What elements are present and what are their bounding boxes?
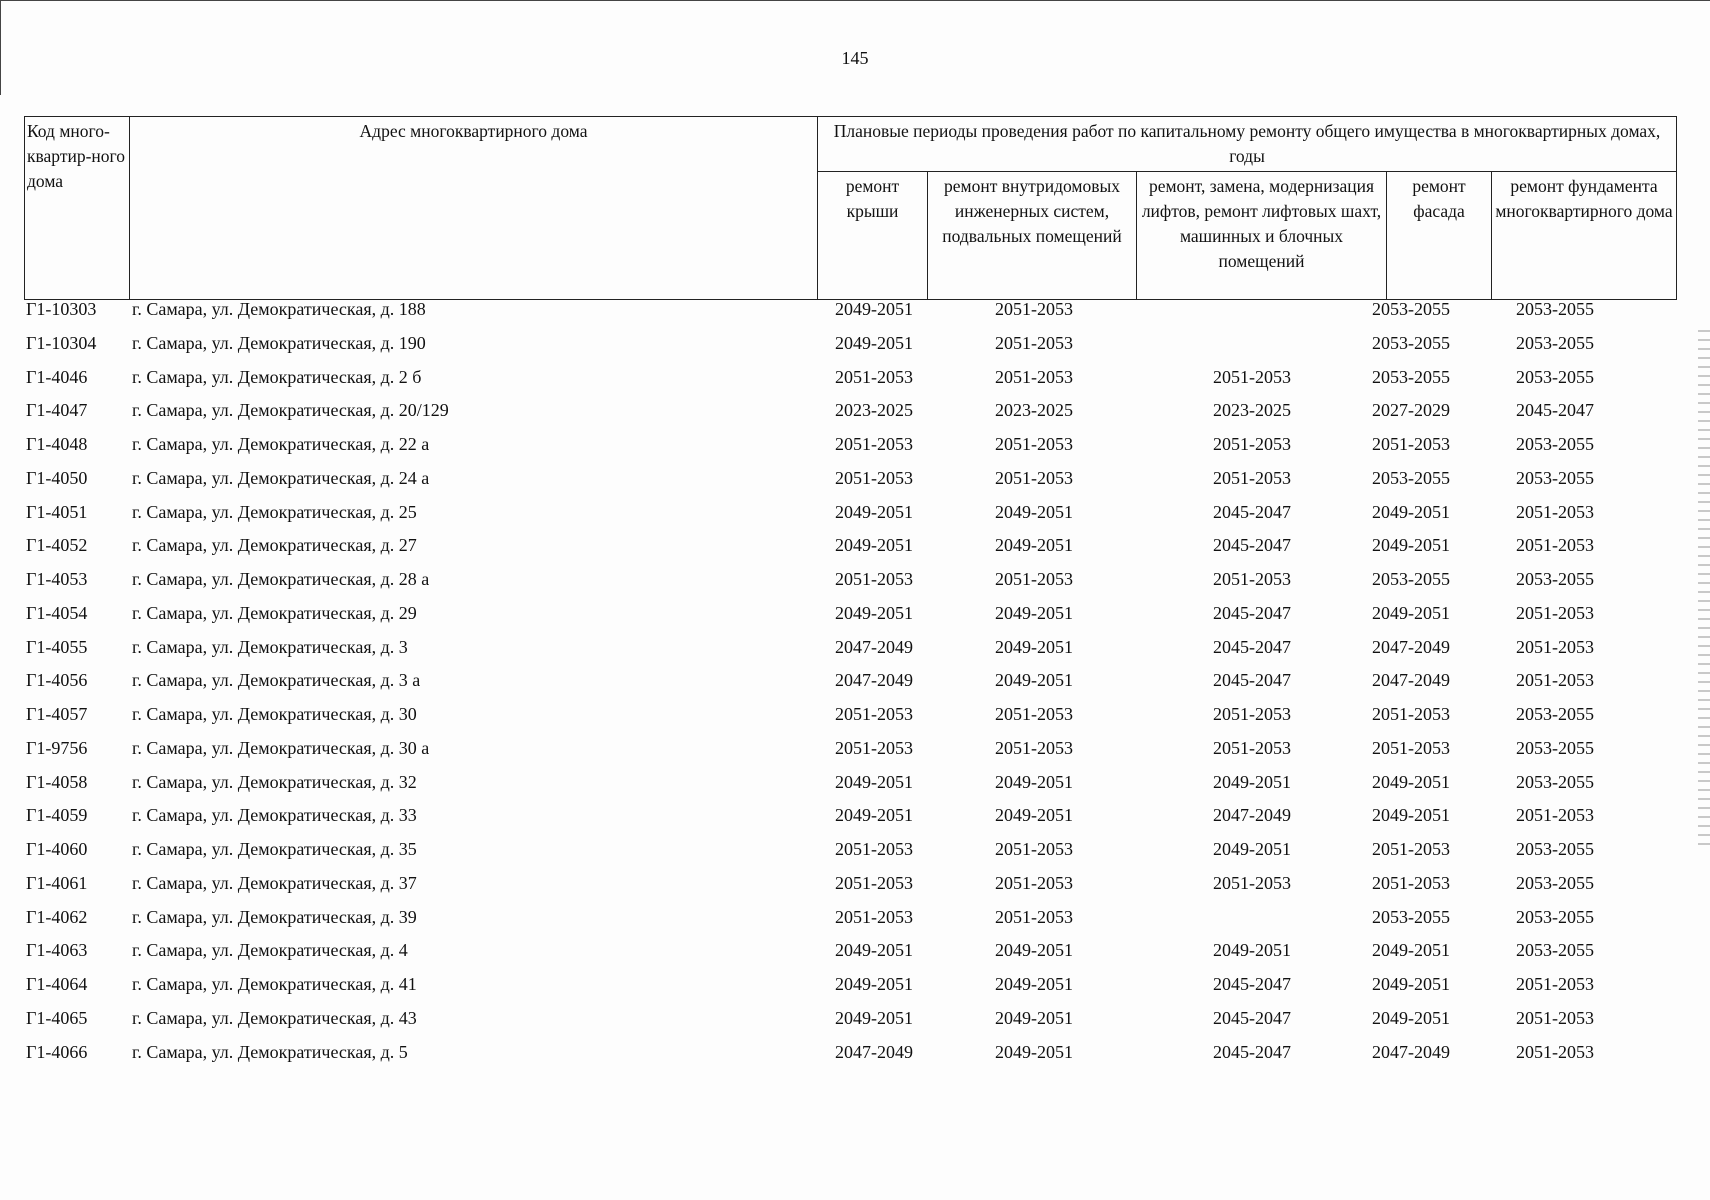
table-body: [24, 299, 1676, 1075]
table-row: [24, 940, 1676, 974]
cell-code: Г1-10304: [26, 332, 97, 353]
cell-foundation: 2051-2053: [1516, 974, 1594, 994]
cell-systems: 2051-2053: [995, 872, 1073, 893]
cell-systems: 2051-2053: [995, 366, 1073, 387]
cell-foundation: 2053-2055: [1516, 872, 1594, 893]
cell-lifts: 2051-2053: [1213, 569, 1291, 589]
cell-address: г. Самара, ул. Демократическая, д. 5: [132, 1041, 408, 1062]
cell-roof: 2049-2051: [835, 1007, 913, 1028]
cell-systems: 2023-2025: [995, 400, 1073, 421]
cell-facade: 2053-2055: [1372, 569, 1450, 589]
table-row: [24, 367, 1676, 401]
cell-foundation: 2053-2055: [1516, 569, 1594, 589]
cell-address: г. Самара, ул. Демократическая, д. 35: [132, 839, 417, 859]
header-facade: ремонт фасада: [1387, 172, 1492, 300]
cell-systems: 2051-2053: [995, 434, 1073, 454]
table-header: [24, 116, 1677, 300]
cell-lifts: 2045-2047: [1213, 602, 1291, 623]
cell-address: г. Самара, ул. Демократическая, д. 3 а: [132, 670, 421, 691]
cell-code: Г1-4048: [26, 434, 88, 454]
cell-lifts: 2023-2025: [1213, 400, 1291, 421]
cell-foundation: 2051-2053: [1516, 602, 1594, 623]
table-row: [24, 603, 1676, 637]
cell-foundation: 2051-2053: [1516, 1041, 1594, 1062]
cell-systems: 2051-2053: [995, 839, 1073, 859]
cell-facade: 2053-2055: [1372, 332, 1450, 353]
cell-code: Г1-4062: [26, 906, 88, 927]
cell-facade: 2049-2051: [1372, 805, 1450, 826]
cell-facade: 2051-2053: [1372, 737, 1450, 758]
cell-roof: 2049-2051: [835, 602, 913, 623]
cell-facade: 2051-2053: [1372, 434, 1450, 454]
cell-lifts: 2047-2049: [1213, 805, 1291, 826]
cell-lifts: 2051-2053: [1213, 872, 1291, 893]
cell-code: Г1-4053: [26, 569, 88, 589]
cell-address: г. Самара, ул. Демократическая, д. 4: [132, 940, 408, 961]
table-row: [24, 502, 1676, 536]
cell-systems: 2049-2051: [995, 940, 1073, 961]
cell-facade: 2027-2029: [1372, 400, 1450, 421]
cell-lifts: 2049-2051: [1213, 940, 1291, 961]
cell-facade: 2049-2051: [1372, 501, 1450, 522]
header-roof: ремонт крыши: [818, 172, 928, 300]
cell-facade: 2053-2055: [1372, 467, 1450, 488]
cell-systems: 2049-2051: [995, 636, 1073, 657]
cell-lifts: 2045-2047: [1213, 670, 1291, 691]
table-row: [24, 333, 1676, 367]
cell-foundation: 2053-2055: [1516, 467, 1594, 488]
cell-facade: 2049-2051: [1372, 771, 1450, 792]
cell-foundation: 2051-2053: [1516, 535, 1594, 556]
table-row: [24, 299, 1676, 333]
table-row: [24, 805, 1676, 839]
cell-systems: 2049-2051: [995, 535, 1073, 556]
cell-lifts: 2045-2047: [1213, 535, 1291, 556]
cell-code: Г1-4059: [26, 805, 88, 826]
cell-code: Г1-4066: [26, 1041, 88, 1062]
header-code: Код много-квартир-ного дома: [25, 117, 130, 300]
cell-systems: 2049-2051: [995, 1041, 1073, 1062]
cell-code: Г1-4058: [26, 771, 88, 792]
cell-lifts: 2045-2047: [1213, 1041, 1291, 1062]
cell-systems: 2049-2051: [995, 771, 1073, 792]
cell-code: Г1-4061: [26, 872, 88, 893]
table-row: [24, 907, 1676, 941]
cell-lifts: 2051-2053: [1213, 467, 1291, 488]
cell-facade: 2053-2055: [1372, 299, 1450, 319]
cell-facade: 2051-2053: [1372, 704, 1450, 724]
cell-foundation: 2051-2053: [1516, 501, 1594, 522]
cell-foundation: 2053-2055: [1516, 366, 1594, 387]
cell-address: г. Самара, ул. Демократическая, д. 28 а: [132, 569, 430, 589]
cell-systems: 2051-2053: [995, 704, 1073, 724]
cell-roof: 2049-2051: [835, 974, 913, 994]
cell-foundation: 2053-2055: [1516, 771, 1594, 792]
cell-systems: 2049-2051: [995, 501, 1073, 522]
header-lifts: ремонт, замена, модернизация лифтов, ремонт лифтовых шахт, машинных и блочных помещений: [1137, 172, 1387, 300]
page-number: 145: [841, 48, 869, 68]
cell-systems: 2051-2053: [995, 906, 1073, 927]
cell-address: г. Самара, ул. Демократическая, д. 25: [132, 501, 417, 522]
table-row: [24, 772, 1676, 806]
cell-foundation: 2053-2055: [1516, 434, 1594, 454]
cell-systems: 2049-2051: [995, 670, 1073, 691]
cell-address: г. Самара, ул. Демократическая, д. 2 б: [132, 366, 422, 387]
cell-systems: 2049-2051: [995, 974, 1073, 994]
cell-address: г. Самара, ул. Демократическая, д. 43: [132, 1007, 417, 1028]
table-row: [24, 1008, 1676, 1042]
cell-roof: 2049-2051: [835, 535, 913, 556]
table-row: [24, 738, 1676, 772]
cell-code: Г1-4055: [26, 636, 88, 657]
table-row: [24, 1042, 1676, 1076]
cell-roof: 2049-2051: [835, 501, 913, 522]
scan-edge-noise: [1698, 330, 1710, 850]
cell-address: г. Самара, ул. Демократическая, д. 29: [132, 602, 417, 623]
cell-facade: 2047-2049: [1372, 636, 1450, 657]
cell-roof: 2049-2051: [835, 805, 913, 826]
cell-address: г. Самара, ул. Демократическая, д. 41: [132, 974, 417, 994]
table-row: [24, 434, 1676, 468]
cell-roof: 2049-2051: [835, 940, 913, 961]
cell-roof: 2051-2053: [835, 569, 913, 589]
cell-facade: 2051-2053: [1372, 839, 1450, 859]
cell-address: г. Самара, ул. Демократическая, д. 188: [132, 299, 426, 319]
cell-lifts: 2051-2053: [1213, 704, 1291, 724]
cell-foundation: 2053-2055: [1516, 332, 1594, 353]
cell-facade: 2049-2051: [1372, 602, 1450, 623]
cell-facade: 2047-2049: [1372, 670, 1450, 691]
cell-code: Г1-4047: [26, 400, 88, 421]
cell-code: Г1-4060: [26, 839, 88, 859]
cell-facade: 2047-2049: [1372, 1041, 1450, 1062]
cell-roof: 2051-2053: [835, 434, 913, 454]
cell-foundation: 2051-2053: [1516, 636, 1594, 657]
header-foundation: ремонт фундамента многоквартирного дома: [1492, 172, 1677, 300]
cell-address: г. Самара, ул. Демократическая, д. 20/129: [132, 400, 449, 421]
cell-address: г. Самара, ул. Демократическая, д. 3: [132, 636, 408, 657]
cell-systems: 2051-2053: [995, 569, 1073, 589]
cell-lifts: 2045-2047: [1213, 636, 1291, 657]
cell-lifts: 2051-2053: [1213, 737, 1291, 758]
cell-address: г. Самара, ул. Демократическая, д. 33: [132, 805, 417, 826]
table-row: [24, 974, 1676, 1008]
cell-code: Г1-9756: [26, 737, 88, 758]
cell-address: г. Самара, ул. Демократическая, д. 22 а: [132, 434, 430, 454]
header-address: Адрес многоквартирного дома: [130, 117, 818, 300]
cell-foundation: 2053-2055: [1516, 940, 1594, 961]
cell-code: Г1-4052: [26, 535, 88, 556]
cell-lifts: 2051-2053: [1213, 366, 1291, 387]
table-row: [24, 535, 1676, 569]
cell-lifts: 2045-2047: [1213, 974, 1291, 994]
cell-lifts: 2049-2051: [1213, 839, 1291, 859]
cell-code: Г1-4063: [26, 940, 88, 961]
cell-systems: 2049-2051: [995, 602, 1073, 623]
cell-roof: 2023-2025: [835, 400, 913, 421]
cell-systems: 2049-2051: [995, 805, 1073, 826]
cell-facade: 2049-2051: [1372, 974, 1450, 994]
cell-code: Г1-4064: [26, 974, 88, 994]
cell-address: г. Самара, ул. Демократическая, д. 27: [132, 535, 417, 556]
cell-code: Г1-4046: [26, 366, 88, 387]
cell-address: г. Самара, ул. Демократическая, д. 24 а: [132, 467, 430, 488]
table-row: [24, 839, 1676, 873]
cell-address: г. Самара, ул. Демократическая, д. 32: [132, 771, 417, 792]
cell-roof: 2047-2049: [835, 636, 913, 657]
cell-facade: 2053-2055: [1372, 906, 1450, 927]
cell-roof: 2051-2053: [835, 839, 913, 859]
cell-systems: 2051-2053: [995, 737, 1073, 758]
table-row: [24, 873, 1676, 907]
table-row: [24, 637, 1676, 671]
cell-code: Г1-4056: [26, 670, 88, 691]
cell-lifts: 2045-2047: [1213, 1007, 1291, 1028]
cell-systems: 2051-2053: [995, 467, 1073, 488]
cell-foundation: 2053-2055: [1516, 906, 1594, 927]
cell-address: г. Самара, ул. Демократическая, д. 39: [132, 906, 417, 927]
cell-roof: 2049-2051: [835, 332, 913, 353]
table-row: [24, 670, 1676, 704]
header-systems: ремонт внутридомовых инженерных систем, подвальных помещений: [928, 172, 1137, 300]
table-row: [24, 400, 1676, 434]
cell-roof: 2051-2053: [835, 737, 913, 758]
cell-roof: 2051-2053: [835, 704, 913, 724]
cell-lifts: 2049-2051: [1213, 771, 1291, 792]
cell-code: Г1-4050: [26, 467, 88, 488]
cell-systems: 2051-2053: [995, 332, 1073, 353]
cell-roof: 2051-2053: [835, 906, 913, 927]
cell-code: Г1-4065: [26, 1007, 88, 1028]
cell-address: г. Самара, ул. Демократическая, д. 30 а: [132, 737, 430, 758]
cell-foundation: 2053-2055: [1516, 737, 1594, 758]
cell-roof: 2047-2049: [835, 670, 913, 691]
cell-facade: 2049-2051: [1372, 940, 1450, 961]
cell-foundation: 2053-2055: [1516, 299, 1594, 319]
header-periods-title: Плановые периоды проведения работ по капитальному ремонту общего имущества в многоквартирных домах, годы: [818, 117, 1677, 172]
cell-roof: 2049-2051: [835, 299, 913, 319]
table-row: [24, 468, 1676, 502]
cell-systems: 2049-2051: [995, 1007, 1073, 1028]
scan-top-border: [0, 0, 1710, 1]
cell-code: Г1-10303: [26, 299, 97, 319]
cell-roof: 2049-2051: [835, 771, 913, 792]
cell-code: Г1-4051: [26, 501, 88, 522]
cell-roof: 2051-2053: [835, 366, 913, 387]
cell-foundation: 2051-2053: [1516, 1007, 1594, 1028]
cell-roof: 2051-2053: [835, 872, 913, 893]
cell-address: г. Самара, ул. Демократическая, д. 30: [132, 704, 417, 724]
cell-roof: 2047-2049: [835, 1041, 913, 1062]
cell-foundation: 2045-2047: [1516, 400, 1594, 421]
cell-roof: 2051-2053: [835, 467, 913, 488]
cell-facade: 2053-2055: [1372, 366, 1450, 387]
cell-facade: 2049-2051: [1372, 1007, 1450, 1028]
cell-foundation: 2053-2055: [1516, 704, 1594, 724]
table-row: [24, 704, 1676, 738]
cell-facade: 2051-2053: [1372, 872, 1450, 893]
table-row: [24, 569, 1676, 603]
cell-foundation: 2051-2053: [1516, 670, 1594, 691]
cell-address: г. Самара, ул. Демократическая, д. 37: [132, 872, 417, 893]
cell-foundation: 2051-2053: [1516, 805, 1594, 826]
cell-address: г. Самара, ул. Демократическая, д. 190: [132, 332, 426, 353]
cell-code: Г1-4054: [26, 602, 88, 623]
cell-lifts: 2045-2047: [1213, 501, 1291, 522]
cell-lifts: 2051-2053: [1213, 434, 1291, 454]
cell-facade: 2049-2051: [1372, 535, 1450, 556]
cell-foundation: 2053-2055: [1516, 839, 1594, 859]
cell-code: Г1-4057: [26, 704, 88, 724]
cell-systems: 2051-2053: [995, 299, 1073, 319]
